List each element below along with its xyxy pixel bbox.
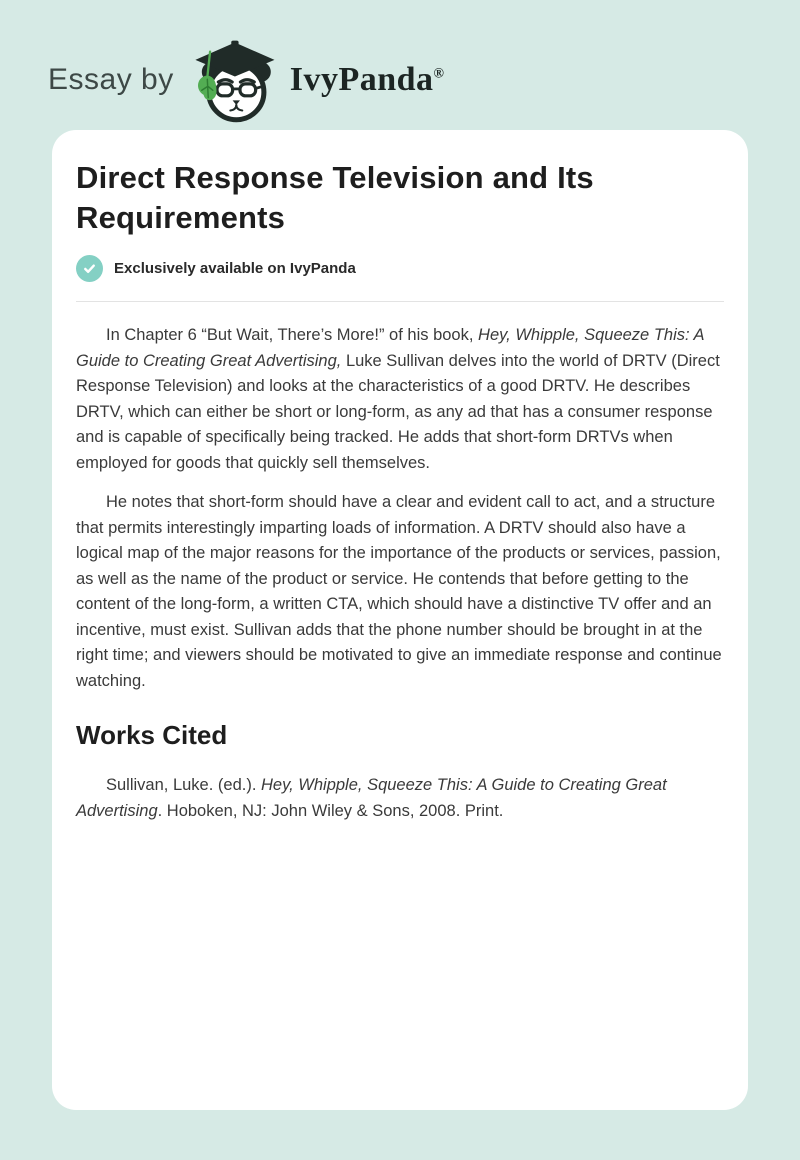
brand-wordmark [290, 61, 445, 99]
essay-title: Direct Response Television and Its Requirements [76, 160, 594, 235]
brand-name: IvyPanda [289, 61, 434, 98]
works-cited-heading: Works Cited [76, 720, 228, 750]
availability-badge [76, 255, 724, 282]
essay-paragraph-2: He notes that short-form should have a clear and evident call to act, and a structure that permits interestingly imparting loads of information. A DRTV should also have a logical map of the major reasons for the importance of the products or services, passion, as well as the name of the product or service. He contends that before getting to the content of the long-form, a written CTA, which should have a distinctive TV offer and an incentive, must exist. Sullivan adds that the phone number should be brought in at the right time; and viewers should be motivated to give an immediate response and continue watching. [76, 493, 722, 690]
panda-logo-svg [188, 40, 280, 124]
availability-badge-label: Exclusively available on IvyPanda [114, 260, 356, 277]
essay-paragraph-1: In Chapter 6 “But Wait, There’s More!” of his book, Hey, Whipple, Squeeze This: A Guide to Creating Great Advertising, Luke Sullivan delves into the world of DRTV (Direct Response Television) and looks at the characteristics of a good DRTV. He describes DRTV, which can either be short or long-form, as any ad that has a consumer response and is capable of specifically being tracked. He adds that short-form DRTVs when employed for goods that quickly sell themselves. [76, 326, 720, 472]
essay-card [52, 130, 748, 1110]
check-icon [76, 255, 103, 282]
essay-by-label: Essay by [48, 63, 174, 96]
ivypanda-panda-logo-icon [188, 40, 280, 124]
divider [76, 301, 724, 302]
citation-entry: Sullivan, Luke. (ed.). Hey, Whipple, Squeeze This: A Guide to Creating Great Advertising. Hoboken, NJ: John Wiley & Sons, 2008. Print. [76, 776, 667, 820]
registered-trademark: ® [433, 66, 445, 82]
header [0, 0, 800, 130]
